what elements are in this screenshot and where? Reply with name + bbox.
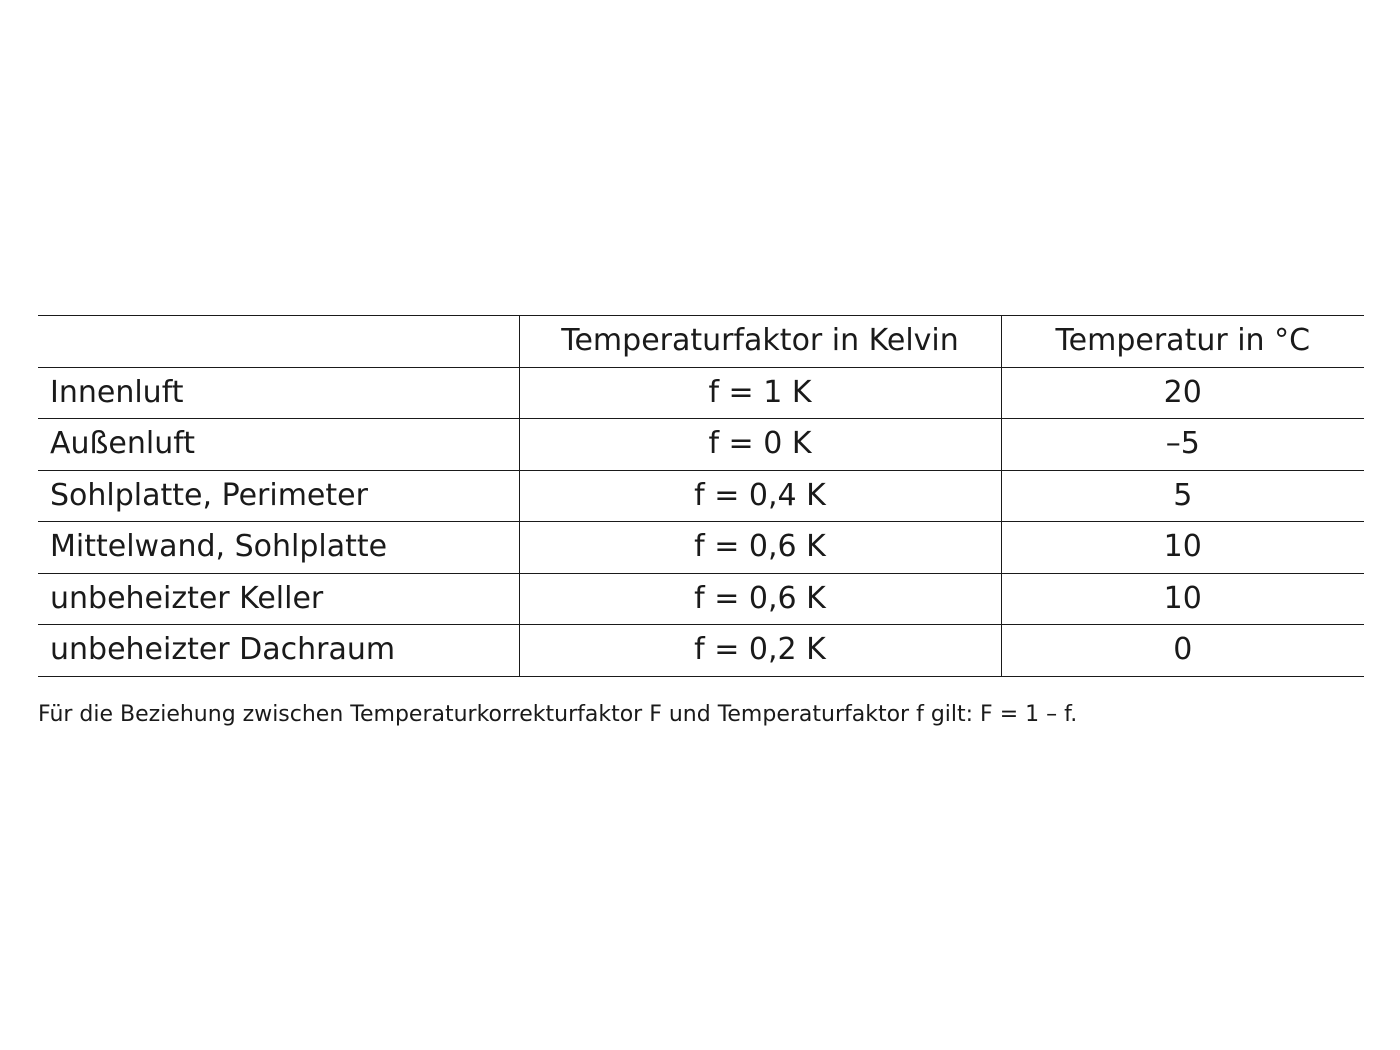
row-temperature: 10 bbox=[1001, 573, 1364, 625]
row-temperature: 0 bbox=[1001, 625, 1364, 677]
table-row bbox=[38, 470, 1364, 522]
row-factor: f = 0 K bbox=[519, 419, 1001, 471]
row-temperature: –5 bbox=[1001, 419, 1364, 471]
temperature-factor-table-container bbox=[38, 315, 1364, 677]
table-row bbox=[38, 625, 1364, 677]
row-factor: f = 0,6 K bbox=[519, 522, 1001, 574]
row-label: Mittelwand, Sohlplatte bbox=[38, 522, 519, 574]
table-footnote: Für die Beziehung zwischen Temperaturkorrekturfaktor F und Temperaturfaktor f gilt: F = 1 – f. bbox=[38, 702, 1078, 727]
temperature-factor-table bbox=[38, 315, 1364, 677]
table-row bbox=[38, 419, 1364, 471]
header-temperature: Temperatur in °C bbox=[1001, 316, 1364, 368]
row-temperature: 5 bbox=[1001, 470, 1364, 522]
row-factor: f = 1 K bbox=[519, 367, 1001, 419]
table-row bbox=[38, 367, 1364, 419]
row-label: Sohlplatte, Perimeter bbox=[38, 470, 519, 522]
row-temperature: 10 bbox=[1001, 522, 1364, 574]
row-factor: f = 0,2 K bbox=[519, 625, 1001, 677]
row-label: Innenluft bbox=[38, 367, 519, 419]
row-label: unbeheizter Keller bbox=[38, 573, 519, 625]
table-header-row bbox=[38, 316, 1364, 368]
row-temperature: 20 bbox=[1001, 367, 1364, 419]
table-row bbox=[38, 522, 1364, 574]
row-label: Außenluft bbox=[38, 419, 519, 471]
row-factor: f = 0,4 K bbox=[519, 470, 1001, 522]
header-temperature-factor: Temperaturfaktor in Kelvin bbox=[519, 316, 1001, 368]
table-row bbox=[38, 573, 1364, 625]
header-empty-cell bbox=[38, 316, 519, 368]
row-factor: f = 0,6 K bbox=[519, 573, 1001, 625]
row-label: unbeheizter Dachraum bbox=[38, 625, 519, 677]
